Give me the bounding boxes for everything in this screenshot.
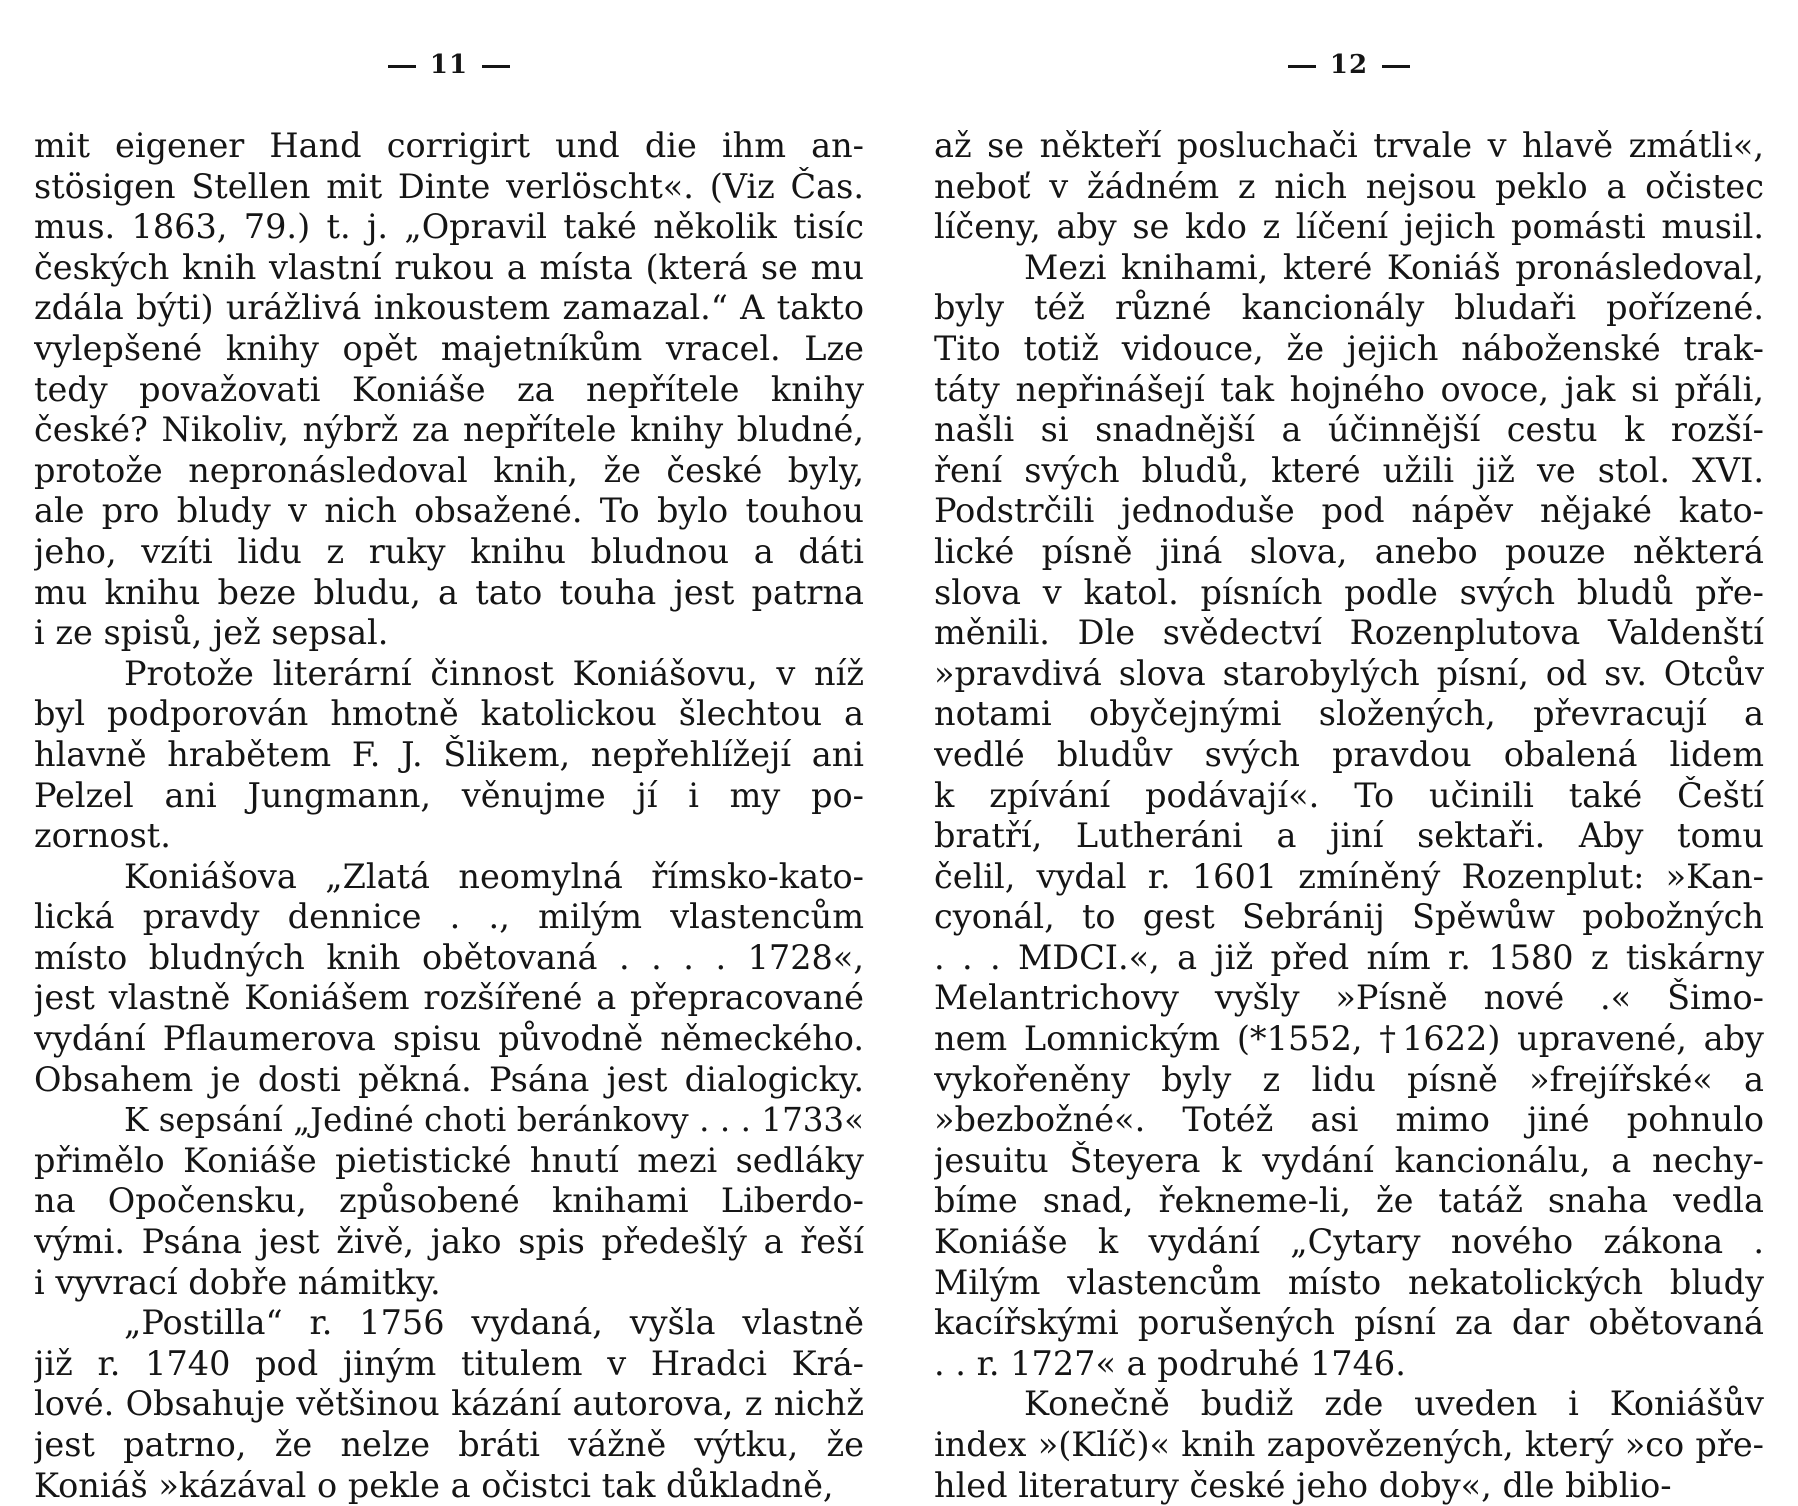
text-line: index »(Klíč)« knih zapovězených, který »co pře- [934, 1425, 1764, 1464]
text-line: ale pro bludy v nich obsažené. To bylo touhou [34, 491, 864, 531]
text-line: táty nepřinášejí tak hojného ovoce, jak si přáli, [934, 369, 1764, 409]
text-line: vými. Psána jest živě, jako spis předešlý a řeší [34, 1222, 864, 1262]
text-line: již r. 1740 pod jiným titulem v Hradci Krá- [34, 1343, 864, 1383]
text-line: mit eigener Hand corrigirt und die ihm an- [34, 126, 864, 165]
text-line: Koniášova „Zlatá neomylná římsko-kato- [124, 856, 864, 896]
text-line: jest patrno, že nelze bráti vážně výtku, že [34, 1425, 864, 1464]
text-line: Pelzel ani Jungmann, věnujme jí i my po- [34, 775, 864, 815]
text-line: neboť v žádném z nich nejsou peklo a očistec [934, 166, 1764, 206]
text-line: vylepšené knihy opět majetníkům vracel. Lze [34, 328, 864, 368]
text-line: byl podporován hmotně katolickou šlechtou a [34, 694, 864, 734]
text-line: stösigen Stellen mit Dinte verlöscht«. (Viz Čas. [34, 166, 864, 206]
text-line: k zpívání podávají«. To učinili také Čeští [934, 775, 1764, 815]
text-line: kacířskými porušených písní za dar obětovaná [934, 1303, 1764, 1343]
text-line: místo bludných knih obětovaná . . . . 1728«, [34, 937, 864, 977]
text-line: bíme snad, řekneme-li, že tatáž snaha vedla [934, 1181, 1764, 1221]
text-line: . . . MDCI.«, a již před ním r. 1580 z tiskárny [934, 937, 1764, 977]
text-line: byly též různé kancionály bludaři pořízené. [934, 288, 1764, 328]
text-line: mus. 1863, 79.) t. j. „Opravil také několik tisíc [34, 207, 864, 247]
text-line: českých knih vlastní rukou a místa (která se mu [34, 247, 864, 287]
right-page-body-text [934, 126, 1764, 1506]
text-line: i ze spisů, jež sepsal. [34, 613, 389, 653]
text-line: K sepsání „Jediné choti beránkovy . . . 1733« [124, 1101, 864, 1140]
text-line: zornost. [34, 816, 171, 856]
text-line: notami obyčejnými složených, převracují a [934, 694, 1764, 734]
folio-dash [1288, 65, 1316, 68]
text-line: jesuitu Šteyera k vydání kancionálu, a nechy- [934, 1140, 1764, 1180]
text-line: Podstrčili jednoduše pod nápěv nějaké kato- [934, 491, 1764, 531]
text-line: Milým vlastencům místo nekatolických bludy [934, 1262, 1764, 1302]
text-line: čelil, vydal r. 1601 zmíněný Rozenplut: »Kan- [934, 856, 1764, 896]
text-line: Koniáše k vydání „Cytary nového zákona . [934, 1222, 1764, 1262]
text-line: Protože literární činnost Koniášovu, v níž [124, 653, 864, 693]
page-number-right [934, 50, 1764, 80]
text-line: protože nepronásledoval knih, že české byly, [34, 450, 864, 490]
folio-dash [1382, 65, 1410, 68]
text-line: slova v katol. písních podle svých bludů pře- [934, 572, 1764, 612]
text-line: vykořeněny byly z lidu písně »frejířské« a [934, 1059, 1764, 1099]
text-line: zdála býti) urážlivá inkoustem zamazal.“ A takto [34, 288, 864, 328]
text-line: na Opočensku, způsobené knihami Liberdo- [34, 1181, 864, 1221]
page-number-left-value: 11 [429, 50, 469, 80]
text-line: Tito totiž vidouce, že jejich náboženské trak- [934, 328, 1764, 368]
text-line: nem Lomnickým (*1552, †1622) upravené, aby [934, 1019, 1764, 1059]
text-line: měnili. Dle svědectví Rozenplutova Valdenští [934, 613, 1764, 653]
text-line: hlavně hrabětem F. J. Šlikem, nepřehlížejí ani [34, 734, 864, 774]
page-number-right-value: 12 [1329, 50, 1369, 80]
text-line: Mezi knihami, které Koniáš pronásledoval, [1024, 247, 1764, 287]
folio-dash [482, 65, 510, 68]
text-line: přimělo Koniáše pietistické hnutí mezi sedláky [34, 1140, 864, 1180]
text-line: až se někteří posluchači trvale v hlavě zmátli«, [934, 126, 1764, 165]
text-line: jest vlastně Koniášem rozšířené a přepracované [34, 978, 864, 1018]
text-line: lové. Obsahuje většinou kázání autorova, z nichž [34, 1384, 864, 1424]
page-number-left [34, 50, 864, 80]
text-line: . . r. 1727« a podruhé 1746. [934, 1343, 1406, 1383]
text-line: mu knihu beze bludu, a tato touha jest patrna [34, 572, 864, 612]
text-line: ření svých bludů, které užili již ve stol. XVI. [934, 450, 1764, 490]
text-line: Obsahem je dosti pěkná. Psána jest dialogicky. [34, 1059, 864, 1099]
text-line: líčeny, aby se kdo z líčení jejich pomásti musil. [934, 207, 1764, 247]
text-line: Koniáš »kázával o pekle a očistci tak důkladně, [34, 1465, 834, 1505]
text-line: tedy považovati Koniáše za nepřítele knihy [34, 369, 864, 409]
text-line: české? Nikoliv, nýbrž za nepřítele knihy bludné, [34, 410, 864, 450]
text-line: bratří, Lutheráni a jiní sektaři. Aby tomu [934, 816, 1764, 856]
text-line: cyonál, to gest Sebránij Spěwůw pobožných [934, 897, 1764, 937]
text-line: „Postilla“ r. 1756 vydaná, vyšla vlastně [124, 1303, 864, 1343]
right-page [934, 0, 1764, 1505]
text-line: lické písně jiná slova, anebo pouze některá [934, 531, 1764, 571]
text-line: lická pravdy dennice . ., milým vlastencům [34, 897, 864, 937]
text-line: Melantrichovy vyšly »Písně nové .« Šimo- [934, 978, 1764, 1018]
text-line: vedlé bludův svých pravdou obalená lidem [934, 734, 1764, 774]
text-line: jeho, vzíti lidu z ruky knihu bludnou a dáti [34, 531, 864, 571]
text-line: »bezbožné«. Totéž asi mimo jiné pohnulo [934, 1100, 1764, 1140]
left-page-body-text [34, 126, 864, 1506]
left-page [34, 0, 864, 1505]
text-line: Konečně budiž zde uveden i Koniášův [1024, 1384, 1764, 1424]
text-line: hled literatury české jeho doby«, dle biblio- [934, 1465, 1672, 1505]
text-line: vydání Pflaumerova spisu původně německého. [34, 1019, 864, 1059]
text-line: i vyvrací dobře námitky. [34, 1262, 441, 1302]
folio-dash [388, 65, 416, 68]
text-line: našli si snadnější a účinnější cestu k rozší- [934, 410, 1764, 450]
text-line: »pravdivá slova starobylých písní, od sv. Otcův [934, 653, 1764, 693]
